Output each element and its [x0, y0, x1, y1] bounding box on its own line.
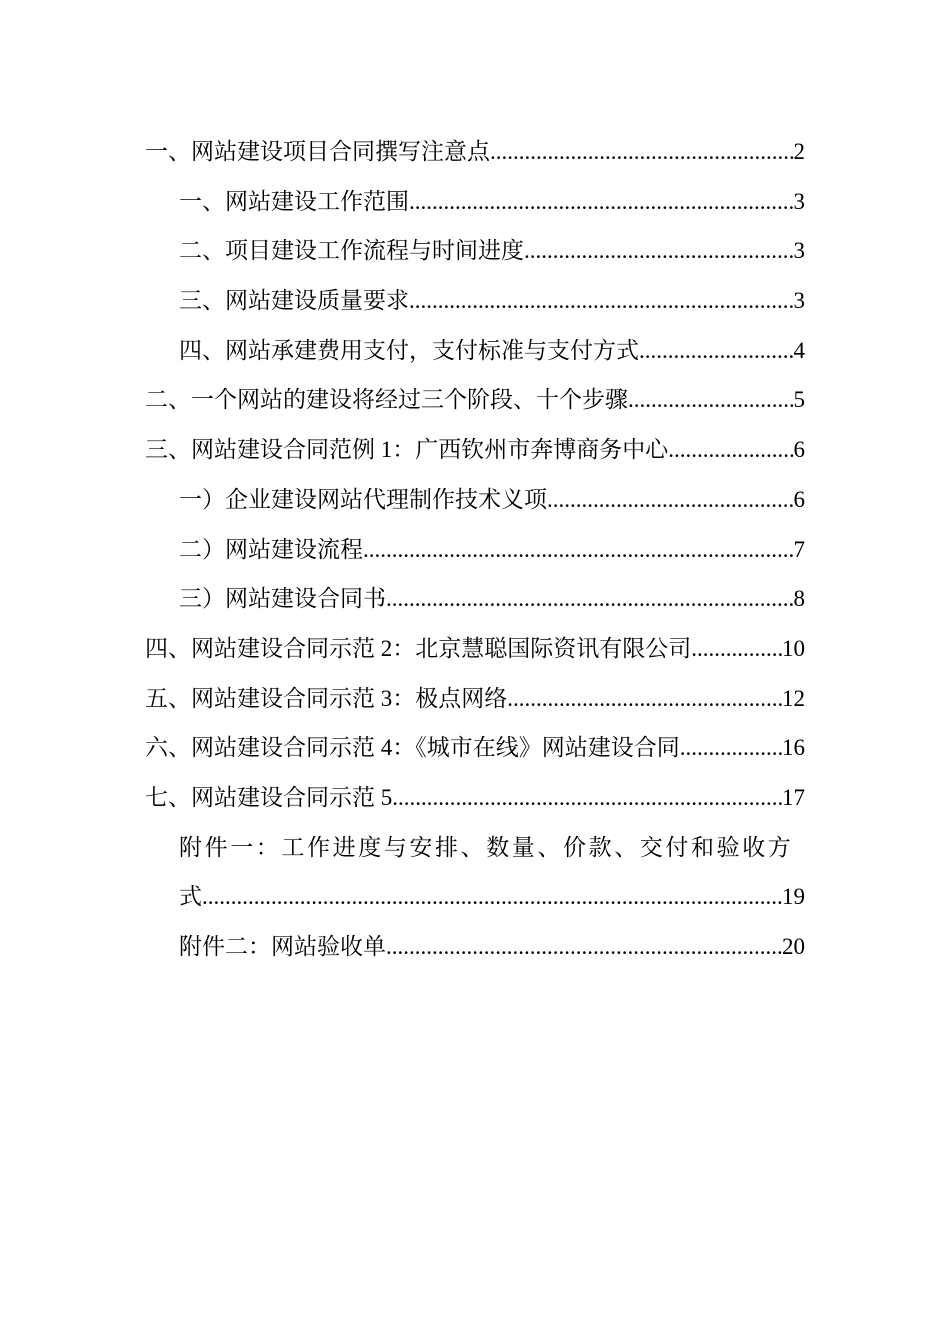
toc-leader-dots: [628, 375, 794, 425]
toc-entry-title: 二、一个网站的建设将经过三个阶段、十个步骤: [145, 387, 628, 413]
toc-entry-title: 附件二：网站验收单: [179, 934, 386, 959]
toc-page-number: 4: [793, 337, 805, 363]
toc-entry-title: 一、网站建设项目合同撰写注意点: [145, 139, 490, 164]
toc-entry-title: 一、网站建设工作范围: [179, 188, 409, 214]
toc-entry-title: 三、网站建设合同范例 1：广西钦州市奔博商务中心: [145, 437, 669, 463]
toc-entry[interactable]: [145, 723, 805, 773]
toc-page-number: 17: [782, 784, 805, 810]
toc-entry-title: 六、网站建设合同示范 4：《城市在线》网站建设合同: [145, 735, 680, 761]
toc-page-number: 16: [782, 735, 805, 761]
toc-entry-title: 一）企业建设网站代理制作技术义项: [179, 486, 547, 512]
toc-entry[interactable]: [145, 773, 805, 823]
toc-page-number: 5: [793, 387, 805, 413]
toc-entry-line2[interactable]: [145, 872, 805, 922]
toc-entry[interactable]: [145, 375, 805, 425]
toc-entry[interactable]: [145, 922, 805, 972]
toc-entry-title-continued: 式: [179, 884, 202, 910]
toc-entry-title: 四、网站建设合同示范 2：北京慧聪国际资讯有限公司: [145, 635, 692, 661]
toc-leader-dots: [386, 574, 794, 624]
toc-entry-title: 附件一：工作进度与安排、数量、价款、交付和验收方: [179, 834, 794, 860]
toc-page-number: 6: [793, 486, 805, 512]
toc-leader-dots: [490, 127, 794, 177]
toc-leader-dots: [668, 425, 793, 475]
toc-leader-dots: [392, 773, 782, 823]
toc-page-number: 19: [782, 884, 805, 910]
toc-leader-dots: [202, 872, 782, 922]
toc-leader-dots: [409, 177, 794, 227]
toc-entry[interactable]: [145, 276, 805, 326]
toc-entry[interactable]: [145, 475, 805, 525]
toc-page-number: 3: [793, 188, 805, 214]
toc-entry-title: 二）网站建设流程: [179, 536, 363, 562]
toc-page-number: 6: [793, 437, 805, 463]
toc-leader-dots: [691, 624, 782, 674]
toc-entry-line1[interactable]: [145, 823, 805, 873]
toc-entry[interactable]: [145, 574, 805, 624]
toc-page-number: 2: [793, 139, 805, 164]
toc-leader-dots: [524, 226, 794, 276]
toc-entry[interactable]: [145, 525, 805, 575]
toc-entry[interactable]: [145, 674, 805, 724]
toc-entry-title: 四、网站承建费用支付，支付标准与支付方式: [179, 337, 639, 363]
table-of-contents: [145, 127, 805, 972]
toc-page-number: 3: [793, 238, 805, 264]
toc-page-number: 20: [782, 934, 805, 959]
toc-entry-title: 三）网站建设合同书: [179, 586, 386, 612]
toc-page-number: 3: [793, 288, 805, 314]
toc-leader-dots: [409, 276, 794, 326]
toc-entry[interactable]: [145, 127, 805, 177]
toc-leader-dots: [386, 922, 782, 972]
toc-entry-title: 三、网站建设质量要求: [179, 288, 409, 314]
toc-entry[interactable]: [145, 226, 805, 276]
toc-entry[interactable]: [145, 425, 805, 475]
toc-page-number: 7: [793, 536, 805, 562]
toc-leader-dots: [547, 475, 794, 525]
toc-entry-title: 七、网站建设合同示范 5: [145, 784, 393, 810]
toc-entry[interactable]: [145, 326, 805, 376]
toc-page-number: 10: [782, 635, 805, 661]
toc-leader-dots: [507, 674, 782, 724]
toc-entry[interactable]: [145, 177, 805, 227]
toc-entry-title: 二、项目建设工作流程与时间进度: [179, 238, 524, 264]
toc-entry[interactable]: [145, 624, 805, 674]
toc-entry-title: 五、网站建设合同示范 3：极点网络: [145, 685, 508, 711]
toc-leader-dots: [363, 525, 794, 575]
toc-page-number: 8: [793, 586, 805, 612]
toc-leader-dots: [639, 326, 794, 376]
toc-page-number: 12: [782, 685, 805, 711]
toc-leader-dots: [680, 723, 782, 773]
